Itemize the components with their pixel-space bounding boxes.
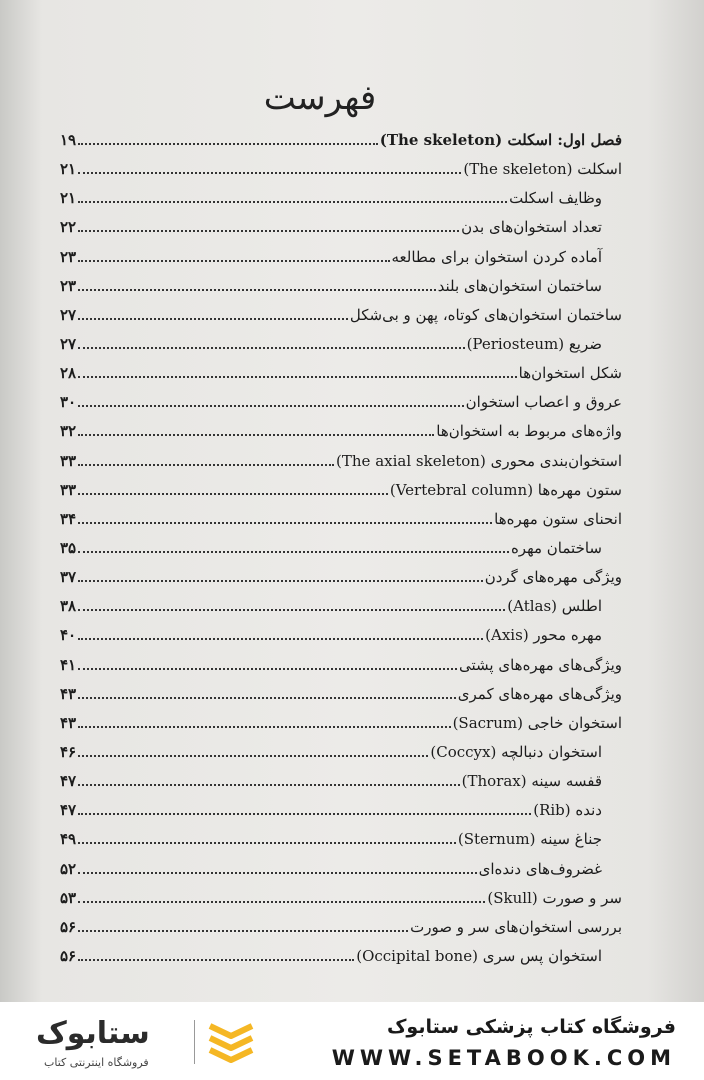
dot-leader <box>78 347 464 349</box>
toc-page-number: ۳۲ <box>60 422 77 441</box>
toc-page-number: ۲۳ <box>60 276 77 295</box>
toc-entry <box>60 390 622 414</box>
page-title: فهرست <box>263 78 377 118</box>
toc-entry-label: تعداد استخوان‌های بدن <box>461 218 602 237</box>
toc-entry-label: ویژگی مهره‌های گردن <box>484 568 622 587</box>
dot-leader <box>78 755 428 757</box>
toc-page-number: ۳۸ <box>60 597 77 616</box>
dot-leader <box>78 172 461 174</box>
toc-page-number: ۲۳ <box>60 247 77 266</box>
dot-leader <box>78 522 492 524</box>
toc-page-number: ۳۴ <box>60 509 77 528</box>
toc-entry <box>60 536 622 560</box>
toc-entry-label: انحنای ستون مهره‌ها <box>494 509 622 528</box>
toc-entry-label: ساختمان مهره <box>510 538 602 557</box>
dot-leader <box>78 289 436 291</box>
toc-entry <box>60 361 622 385</box>
dot-leader <box>78 872 476 874</box>
dot-leader <box>78 842 456 844</box>
toc-entry-label: ویژگی‌های مهره‌های پشتی <box>459 655 622 674</box>
toc-page-number: ۲۷ <box>60 334 77 353</box>
toc-entry <box>60 186 622 210</box>
toc-page-number: ۴۷ <box>60 801 77 820</box>
toc-entry-label: استخوان خاجی (Sacrum) <box>452 713 622 732</box>
dot-leader <box>78 697 456 699</box>
dot-leader <box>78 230 459 232</box>
dot-leader <box>78 405 464 407</box>
toc-entry-label: بررسی استخوان‌های سر و صورت <box>410 917 622 936</box>
dot-leader <box>78 813 531 815</box>
toc-page-number: ۵۳ <box>60 888 77 907</box>
toc-entry-label: ساختمان استخوان‌های بلند <box>437 276 602 295</box>
dot-leader <box>78 959 354 961</box>
logo-wordmark: ستابوک <box>36 1016 150 1051</box>
toc-page-number: ۲۸ <box>60 364 77 383</box>
toc-page-number: ۵۶ <box>60 917 77 936</box>
dot-leader <box>78 609 505 611</box>
toc-entry-label: اطلس (Atlas) <box>507 597 602 616</box>
toc-entry-label: استخوان‌بندی محوری (The axial skeleton) <box>336 451 622 470</box>
toc-entry <box>60 332 622 356</box>
dot-leader <box>78 668 457 670</box>
toc-entry <box>60 128 622 152</box>
toc-page-number: ۲۷ <box>60 305 77 324</box>
toc-entry-label: اسکلت (The skeleton) <box>463 160 622 179</box>
toc-entry-label: استخوان دنبالچه (Coccyx) <box>430 742 602 761</box>
toc-entry <box>60 594 622 618</box>
toc-page-number: ۳۳ <box>60 451 77 470</box>
toc-entry <box>60 157 622 181</box>
toc-entry <box>60 245 622 269</box>
dot-leader <box>78 784 460 786</box>
toc-page-number: ۴۹ <box>60 830 77 849</box>
toc-page-number: ۴۷ <box>60 772 77 791</box>
toc-entry-label: وظایف اسکلت <box>509 189 602 208</box>
toc-entry <box>60 711 622 735</box>
toc-entry <box>60 857 622 881</box>
toc-page-number: ۲۲ <box>60 218 77 237</box>
toc-entry-label: ستون مهره‌ها (Vertebral column) <box>389 480 622 499</box>
toc-entry-label: سر و صورت (Skull) <box>487 888 622 907</box>
toc-entry <box>60 419 622 443</box>
logo-tagline: فروشگاه اینترنتی کتاب <box>44 1056 149 1069</box>
toc-entry <box>60 798 622 822</box>
dot-leader <box>78 580 483 582</box>
toc-page-number: ۴۶ <box>60 742 77 761</box>
toc-entry <box>60 478 622 502</box>
toc-entry <box>60 682 622 706</box>
dot-leader <box>78 434 434 436</box>
toc-page-number: ۳۷ <box>60 568 77 587</box>
toc-entry <box>60 274 622 298</box>
store-url[interactable]: WWW.SETABOOK.COM <box>331 1046 676 1070</box>
toc-page-number: ۲۱ <box>60 189 77 208</box>
toc-entry <box>60 507 622 531</box>
toc-page-number: ۴۱ <box>60 655 77 674</box>
toc-page-number: ۵۶ <box>60 946 77 965</box>
toc-entry <box>60 827 622 851</box>
toc-entry-label: ویژگی‌های مهره‌های کمری <box>457 684 622 703</box>
toc-page-number: ۴۳ <box>60 684 77 703</box>
store-name: فروشگاه کتاب پزشکی ستابوک <box>386 1016 676 1038</box>
toc-entry <box>60 944 622 968</box>
toc-entry-label: ساختمان استخوان‌های کوتاه، پهن و بی‌شکل <box>349 305 622 324</box>
toc-entry <box>60 769 622 793</box>
dot-leader <box>78 493 388 495</box>
dot-leader <box>78 551 509 553</box>
dot-leader <box>78 376 517 378</box>
toc-entry-label: مهره محور (Axis) <box>485 626 602 645</box>
dot-leader <box>78 726 450 728</box>
toc-entry <box>60 215 622 239</box>
dot-leader <box>78 901 485 903</box>
book-logo-icon <box>206 1020 256 1064</box>
toc-entry-label: ضریع (Periosteum) <box>466 334 602 353</box>
toc-entry-label: دنده (Rib) <box>533 801 602 820</box>
toc-entry-label: شکل استخوان‌ها <box>518 364 622 383</box>
toc-entry <box>60 740 622 764</box>
dot-leader <box>78 930 408 932</box>
toc-page-number: ۲۱ <box>60 160 77 179</box>
dot-leader <box>78 318 348 320</box>
toc-entry-label: فصل اول: اسکلت (The skeleton) <box>379 131 622 149</box>
toc-page-number: ۴۳ <box>60 713 77 732</box>
toc-page-number: ۳۰ <box>60 393 77 412</box>
toc-entry-label: آماده کردن استخوان برای مطالعه <box>391 247 602 266</box>
toc-entry-label: غضروف‌های دنده‌ای <box>478 859 602 878</box>
dot-leader <box>78 201 507 203</box>
toc-entry-label: واژه‌های مربوط به استخوان‌ها <box>436 422 622 441</box>
toc-page-number: ۳۵ <box>60 538 77 557</box>
table-of-contents <box>60 128 622 968</box>
logo-divider <box>194 1020 195 1064</box>
toc-page-number: ۴۰ <box>60 626 77 645</box>
toc-entry-label: استخوان پس سری (Occipital bone) <box>356 946 602 965</box>
dot-leader <box>78 464 334 466</box>
toc-page-number: ۵۲ <box>60 859 77 878</box>
toc-entry-label: قفسه سینه (Thorax) <box>461 772 602 791</box>
toc-entry-label: عروق و اعصاب استخوان <box>465 393 622 412</box>
store-banner <box>0 1002 704 1080</box>
toc-entry-label: جناغ سینه (Sternum) <box>457 830 602 849</box>
toc-entry <box>60 886 622 910</box>
toc-entry <box>60 653 622 677</box>
toc-page-number: ۱۹ <box>60 131 77 149</box>
dot-leader <box>78 260 389 262</box>
toc-entry <box>60 565 622 589</box>
toc-page-number: ۳۳ <box>60 480 77 499</box>
toc-entry <box>60 623 622 647</box>
dot-leader <box>78 638 483 640</box>
toc-entry <box>60 915 622 939</box>
toc-entry <box>60 303 622 327</box>
dot-leader <box>78 143 378 145</box>
toc-entry <box>60 449 622 473</box>
